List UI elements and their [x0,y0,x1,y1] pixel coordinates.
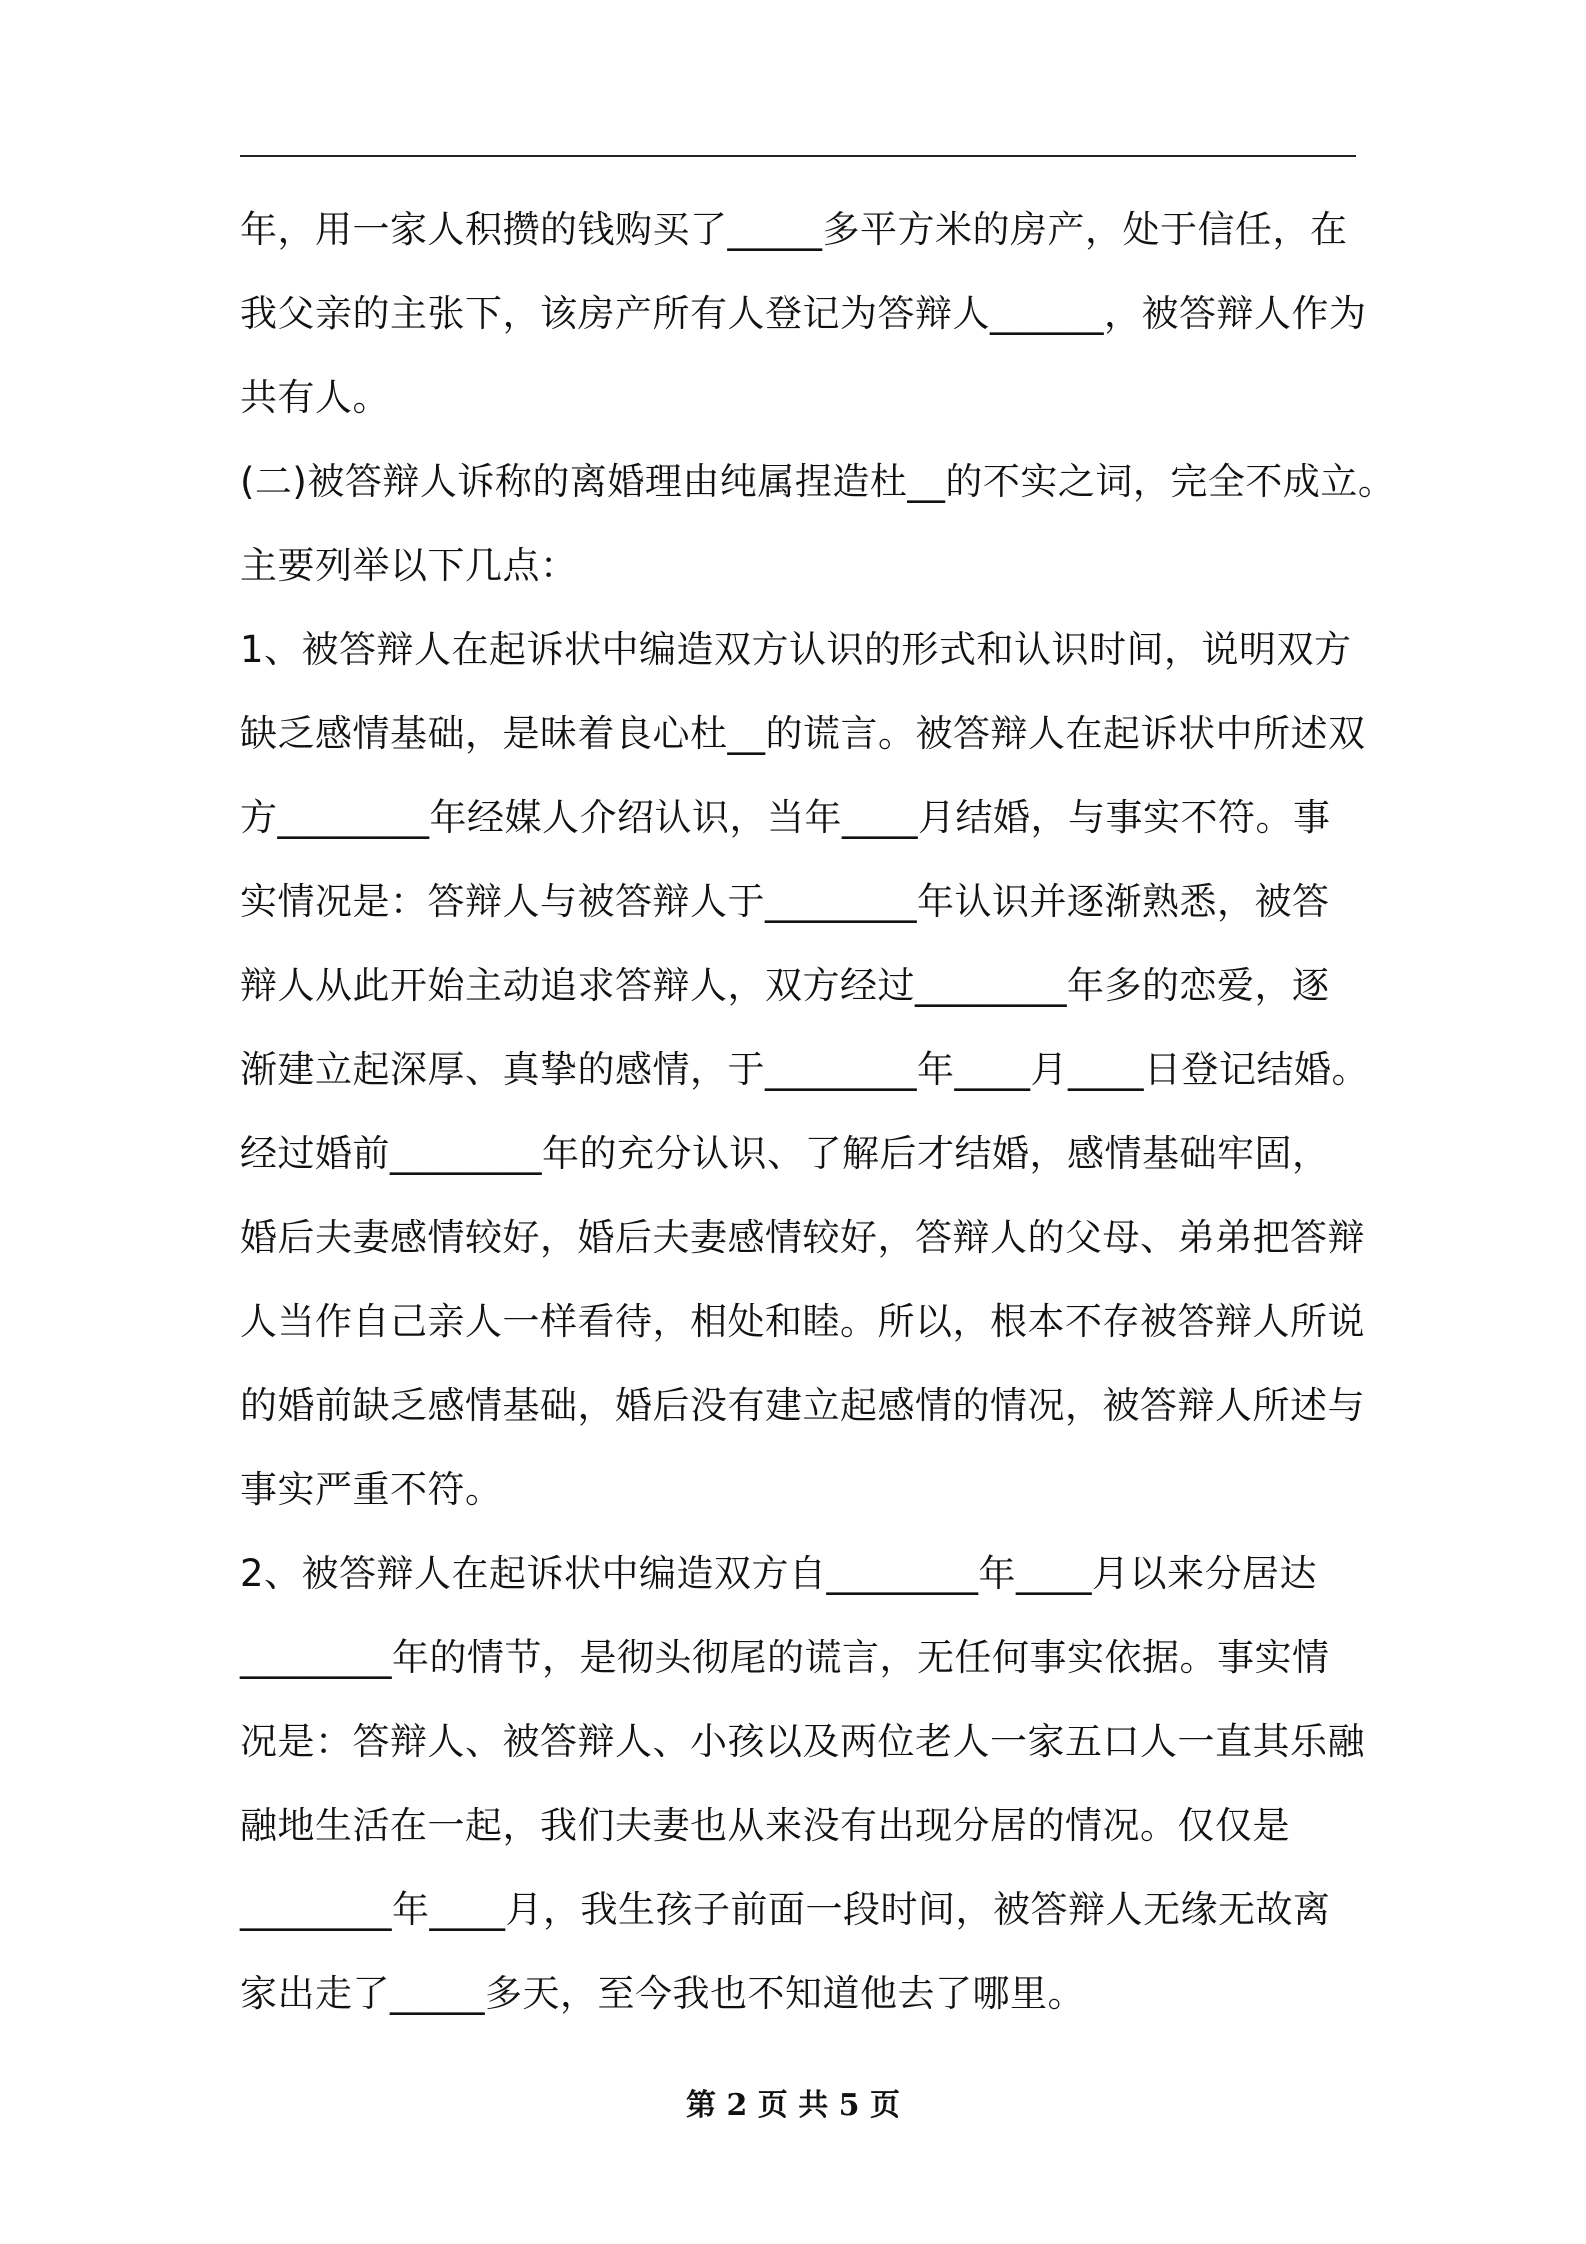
text-line: 人当作自己亲人一样看待，相处和睦。所以，根本不存被答辩人所说 [240,1300,1365,1343]
text-line: 经过婚前________年的充分认识、了解后才结婚，感情基础牢固， [240,1132,1330,1175]
text-line: 1、被答辩人在起诉状中编造双方认识的形式和认识时间，说明双方 [240,628,1352,671]
text-line: 主要列举以下几点： [240,544,578,587]
header-rule [240,155,1356,157]
text-line: 家出走了_____多天，至今我也不知道他去了哪里。 [240,1972,1085,2015]
text-line: 共有人。 [240,376,390,419]
text-line: 况是：答辩人、被答辩人、小孩以及两位老人一家五口人一直其乐融 [240,1720,1365,1763]
text-line: (二)被答辩人诉称的离婚理由纯属捏造杜__的不实之词，完全不成立。 [240,460,1396,503]
text-line: 实情况是：答辩人与被答辩人于________年认识并逐渐熟悉，被答 [240,880,1330,923]
text-line: 我父亲的主张下，该房产所有人登记为答辩人______，被答辩人作为 [240,292,1367,335]
text-line: 婚后夫妻感情较好，婚后夫妻感情较好，答辩人的父母、弟弟把答辩 [240,1216,1365,1259]
text-line: 的婚前缺乏感情基础，婚后没有建立起感情的情况，被答辩人所述与 [240,1384,1365,1427]
page-number: 第 2 页 共 5 页 [686,2088,900,2123]
text-line: ________年的情节，是彻头彻尾的谎言，无任何事实依据。事实情 [240,1636,1330,1679]
text-line: 渐建立起深厚、真挚的感情，于________年____月____日登记结婚。 [240,1048,1369,1091]
document-body [240,188,1396,2036]
text-line: 2、被答辩人在起诉状中编造双方自________年____月以来分居达 [240,1552,1318,1595]
text-line: ________年____月，我生孩子前面一段时间，被答辩人无缘无故离 [240,1888,1331,1931]
text-line: 事实严重不符。 [240,1468,503,1511]
text-line: 融地生活在一起，我们夫妻也从来没有出现分居的情况。仅仅是 [240,1804,1290,1847]
text-line: 方________年经媒人介绍认识，当年____月结婚，与事实不符。事 [240,796,1331,839]
text-line: 年，用一家人积攒的钱购买了_____多平方米的房产，处于信任，在 [240,208,1348,251]
text-line: 缺乏感情基础，是昧着良心杜__的谎言。被答辩人在起诉状中所述双 [240,712,1366,755]
text-line: 辩人从此开始主动追求答辩人，双方经过________年多的恋爱，逐 [240,964,1330,1007]
